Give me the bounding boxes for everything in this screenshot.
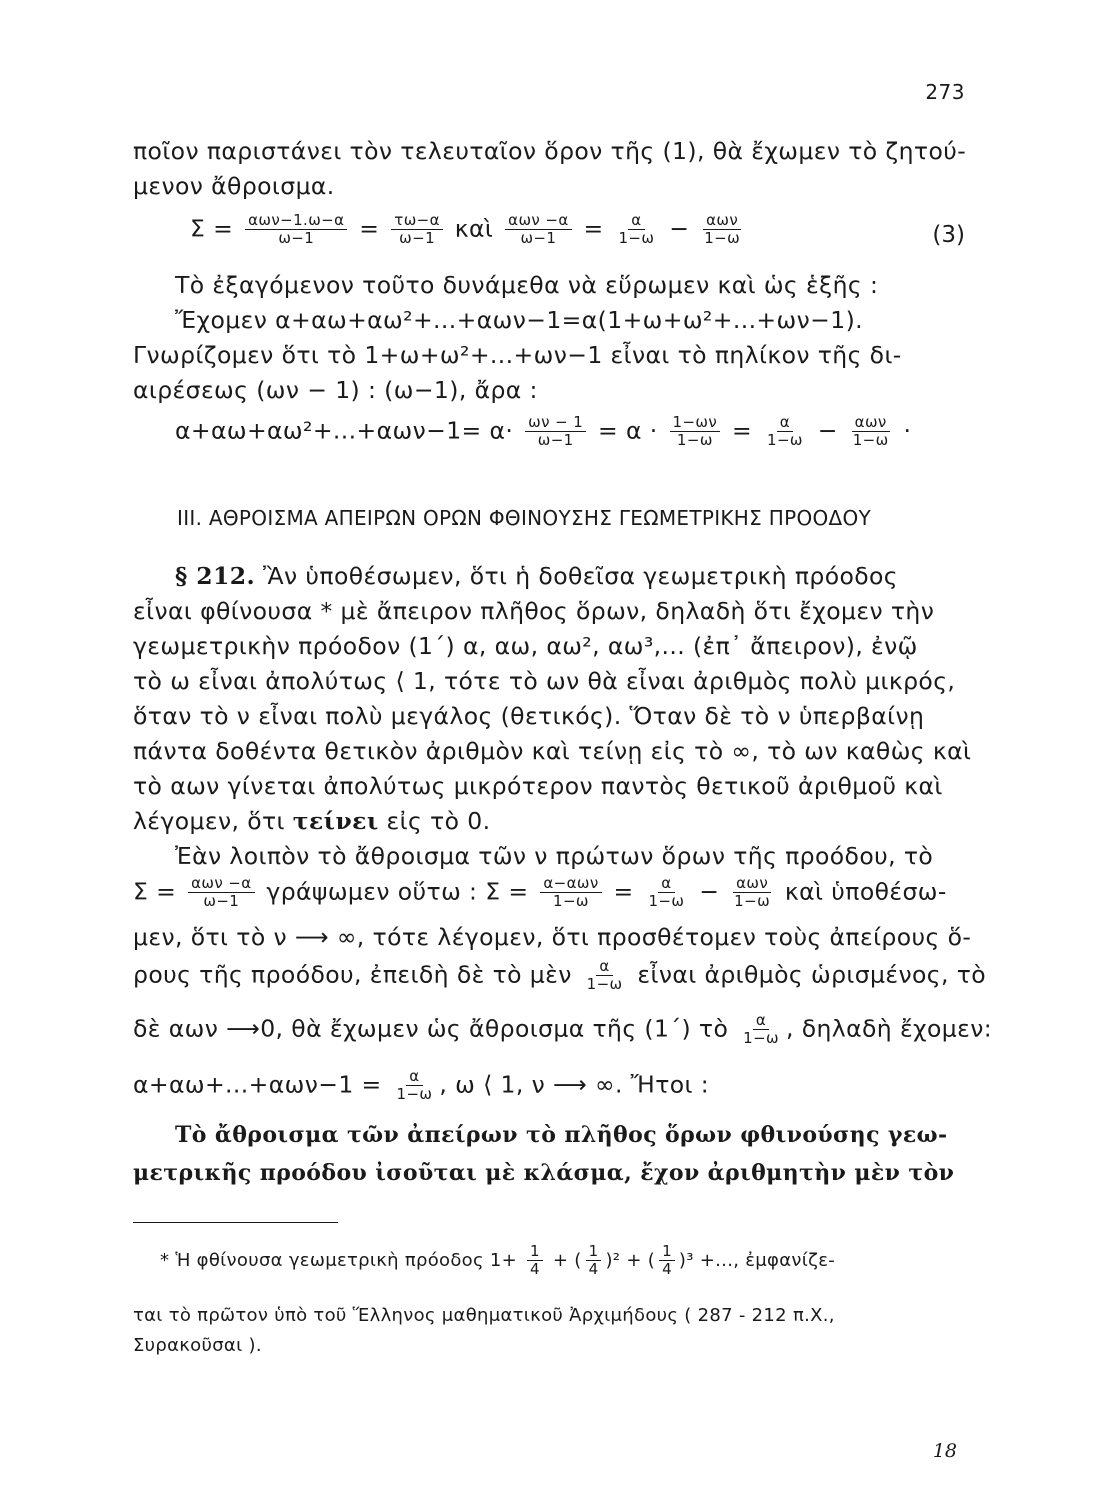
text-line bbox=[133, 632, 963, 660]
line-text: λέγομεν, ὅτι bbox=[133, 807, 285, 835]
fraction bbox=[540, 875, 601, 911]
text-line bbox=[133, 875, 947, 911]
equation-number: (3) bbox=[932, 222, 965, 248]
denominator: ω−1 bbox=[520, 229, 557, 248]
page-number: 273 bbox=[925, 80, 965, 104]
numerator: αων −α bbox=[188, 875, 254, 893]
sigma-symbol: Σ = bbox=[133, 877, 177, 906]
line-text: Ἐὰν λοιπὸν τὸ ἄθροισμα τῶν ν πρώτων ὅρων τῆς προόδου, τὸ bbox=[175, 842, 934, 870]
fraction bbox=[586, 1243, 602, 1279]
signature-mark: 18 bbox=[932, 1440, 957, 1462]
denominator: 1−ω bbox=[743, 1029, 779, 1048]
text-line bbox=[133, 667, 963, 695]
numerator: τω−α bbox=[391, 212, 443, 230]
text-line bbox=[133, 958, 986, 994]
numerator: 1 bbox=[586, 1243, 602, 1261]
line-text: τὸ ω εἶναι ἀπολύτως ⟨ 1, τότε τὸ ων θὰ εἶναι ἀριθμὸς πολὺ μικρός, bbox=[133, 667, 956, 695]
text-line bbox=[175, 562, 898, 590]
minus: − bbox=[669, 214, 690, 243]
denominator: ω−1 bbox=[537, 431, 574, 450]
denominator: 1−ω bbox=[676, 431, 713, 450]
line-text: * Ἡ φθίνουσα γεωμετρικὴ πρόοδος 1+ bbox=[160, 1249, 517, 1271]
denominator: 4 bbox=[662, 1260, 672, 1279]
middle: = α · bbox=[598, 416, 658, 445]
numerator: αων −α bbox=[505, 212, 571, 230]
lhs: α+αω+αω²+...+αων−1= α· bbox=[175, 416, 514, 445]
text-line bbox=[133, 807, 490, 835]
text-line bbox=[133, 172, 335, 200]
denominator: 1−ω bbox=[648, 892, 685, 911]
text-line bbox=[133, 737, 972, 765]
line-text: μενον ἄθροισμα. bbox=[133, 172, 335, 200]
equation-sum bbox=[175, 414, 911, 450]
theorem-line: Τὸ ἄθροισμα τῶν ἀπείρων τὸ πλῆθος ὅρων φθινούσης γεω- bbox=[175, 1122, 948, 1148]
line-text: καὶ ὑποθέσω- bbox=[784, 877, 947, 906]
section-number: § 212. bbox=[175, 562, 256, 590]
equals: = bbox=[583, 214, 604, 243]
equals: = bbox=[613, 877, 634, 906]
numerator: αων bbox=[733, 875, 771, 893]
line-text: , δηλαδὴ ἔχομεν: bbox=[786, 1014, 993, 1043]
fraction bbox=[701, 212, 743, 248]
emphasis: τείνει bbox=[292, 807, 379, 835]
text-line bbox=[175, 842, 933, 870]
numerator: α−αων bbox=[540, 875, 601, 893]
text-line bbox=[133, 1012, 992, 1048]
text-line bbox=[133, 702, 963, 730]
line-text: Γνωρίζομεν ὅτι τὸ 1+ω+ω²+...+ων−1 εἶναι τὸ πηλίκον τῆς δι- bbox=[133, 341, 902, 369]
text-line bbox=[133, 376, 538, 404]
numerator: αων−1.ω−α bbox=[245, 212, 347, 230]
numerator: α bbox=[406, 1068, 422, 1086]
equation-3 bbox=[190, 212, 747, 248]
fraction bbox=[525, 414, 586, 450]
line-text: Ἂν ὑποθέσωμεν, ὅτι ἡ δοθεῖσα γεωμετρικὴ πρόοδος bbox=[262, 562, 898, 590]
minus: − bbox=[699, 877, 720, 906]
line-text: δὲ αων ⟶0, θὰ ἔχωμεν ὡς ἄθροισμα τῆς (1΄) τὸ bbox=[133, 1014, 729, 1043]
denominator: 4 bbox=[530, 1260, 540, 1279]
fraction bbox=[731, 875, 773, 911]
text-line bbox=[133, 597, 963, 625]
sigma-symbol: Σ = bbox=[190, 214, 234, 243]
line-text: , ω ⟨ 1, ν ⟶ ∞. Ἤτοι : bbox=[439, 1070, 710, 1099]
fraction bbox=[659, 1243, 675, 1279]
numerator: α bbox=[777, 414, 793, 432]
text-line bbox=[133, 772, 963, 800]
line-text: αιρέσεως (ων − 1) : (ω−1), ἄρα : bbox=[133, 376, 538, 404]
numerator: 1−ων bbox=[670, 414, 721, 432]
text-line bbox=[133, 341, 963, 369]
line-text: εἶναι φθίνουσα * μὲ ἄπειρον πλῆθος ὅρων, δηλαδὴ ὅτι ἔχομεν τὴν bbox=[133, 597, 935, 625]
line-text: γράψωμεν οὕτω : Σ = bbox=[266, 877, 529, 906]
minus: − bbox=[817, 416, 838, 445]
fraction bbox=[584, 958, 626, 994]
denominator: 1−ω bbox=[586, 975, 623, 994]
fraction bbox=[740, 1012, 782, 1048]
numerator: α bbox=[658, 875, 674, 893]
conjunction: καὶ bbox=[454, 214, 494, 243]
denominator: 1−ω bbox=[553, 892, 589, 911]
equals: = bbox=[732, 416, 753, 445]
denominator: 1−ω bbox=[704, 229, 741, 248]
line-text: ρους τῆς προόδου, ἐπειδὴ δὲ τὸ μὲν bbox=[133, 960, 572, 989]
line-text: α+αω+...+αων−1 = bbox=[133, 1070, 382, 1099]
section-heading: III. ΑΘΡΟΙΣΜΑ ΑΠΕΙΡΩΝ ΟΡΩΝ ΦΘΙΝΟΥΣΗΣ ΓΕΩΜΕΤΡΙΚΗΣ ΠΡΟΟΔΟΥ bbox=[177, 506, 872, 530]
numerator: αων bbox=[703, 212, 741, 230]
text-line bbox=[175, 271, 878, 299]
footnote-line bbox=[160, 1243, 835, 1279]
line-text: ὅταν τὸ ν εἶναι πολὺ μεγάλος (θετικός). Ὅταν δὲ τὸ ν ὑπερβαίνῃ bbox=[133, 702, 925, 730]
theorem-line: μετρικῆς προόδου ἰσοῦται μὲ κλάσμα, ἔχον ἀριθμητὴν μὲν τὸν bbox=[133, 1160, 955, 1186]
line-text: τὸ αων γίνεται ἀπολύτως μικρότερον παντὸς θετικοῦ ἀριθμοῦ καὶ bbox=[133, 772, 943, 800]
equals: = bbox=[359, 214, 380, 243]
numerator: α bbox=[628, 212, 644, 230]
line-text: Ἔχομεν α+αω+αω²+...+αων−1=α(1+ω+ω²+...+ων−1). bbox=[175, 306, 864, 334]
denominator: ω−1 bbox=[203, 892, 240, 911]
fraction bbox=[645, 875, 687, 911]
line-text: Τὸ ἐξαγόμενον τοῦτο δυνάμεθα νὰ εὕρωμεν καὶ ὡς ἑξῆς : bbox=[175, 271, 879, 299]
denominator: ω−1 bbox=[399, 229, 436, 248]
text-line bbox=[175, 306, 863, 334]
numerator: 1 bbox=[527, 1243, 543, 1261]
denominator: 1−ω bbox=[852, 431, 889, 450]
fraction bbox=[527, 1243, 543, 1279]
denominator: ω−1 bbox=[278, 229, 315, 248]
line-text: + ( bbox=[552, 1249, 582, 1271]
text-line bbox=[133, 923, 972, 951]
fraction bbox=[391, 212, 443, 248]
numerator: 1 bbox=[659, 1243, 675, 1261]
denominator: 1−ω bbox=[767, 431, 803, 450]
denominator: 1−ω bbox=[618, 229, 655, 248]
denominator: 1−ω bbox=[396, 1085, 433, 1104]
fraction bbox=[394, 1068, 436, 1104]
line-text: μεν, ὅτι τὸ ν ⟶ ∞, τότε λέγομεν, ὅτι προσθέτομεν τοὺς ἀπείρους ὅ- bbox=[133, 923, 972, 951]
line-text: ποῖον παριστάνει τὸν τελευταῖον ὅρον τῆς (1), θὰ ἔχωμεν τὸ ζητού- bbox=[133, 137, 967, 165]
fraction bbox=[670, 414, 721, 450]
footnote-line: Συρακοῦσαι ). bbox=[133, 1335, 262, 1356]
line-text: εἶναι ἀριθμὸς ὡρισμένος, τὸ bbox=[637, 960, 987, 989]
numerator: α bbox=[753, 1012, 769, 1030]
line-text: εἰς τὸ 0. bbox=[386, 807, 491, 835]
text-line bbox=[133, 137, 967, 165]
denominator: 4 bbox=[588, 1260, 599, 1279]
line-text: πάντα δοθέντα θετικὸν ἀριθμὸν καὶ τείνῃ εἰς τὸ ∞, τὸ ων καθὼς καὶ bbox=[133, 737, 972, 765]
numerator: ων − 1 bbox=[525, 414, 586, 432]
line-text: )³ +..., ἐμφανίζε- bbox=[678, 1249, 836, 1271]
dot: · bbox=[903, 416, 912, 445]
fraction bbox=[505, 212, 571, 248]
fraction bbox=[245, 212, 347, 248]
line-text: )² + ( bbox=[605, 1249, 656, 1271]
fraction bbox=[615, 212, 657, 248]
fraction bbox=[850, 414, 892, 450]
line-text: γεωμετρικὴν πρόοδον (1΄) α, αω, αω², αω³,... (ἐπ᾽ ἄπειρον), ἐνῷ bbox=[133, 632, 918, 660]
numerator: αων bbox=[852, 414, 890, 432]
numerator: α bbox=[596, 958, 612, 976]
footnote-line: ται τὸ πρῶτον ὑπὸ τοῦ Ἕλληνος μαθηματικοῦ Ἀρχιμήδους ( 287 - 212 π.Χ., bbox=[133, 1305, 835, 1326]
text-line bbox=[133, 1068, 709, 1104]
fraction bbox=[764, 414, 806, 450]
fraction bbox=[188, 875, 254, 911]
denominator: 1−ω bbox=[734, 892, 771, 911]
footnote-rule bbox=[133, 1222, 338, 1223]
